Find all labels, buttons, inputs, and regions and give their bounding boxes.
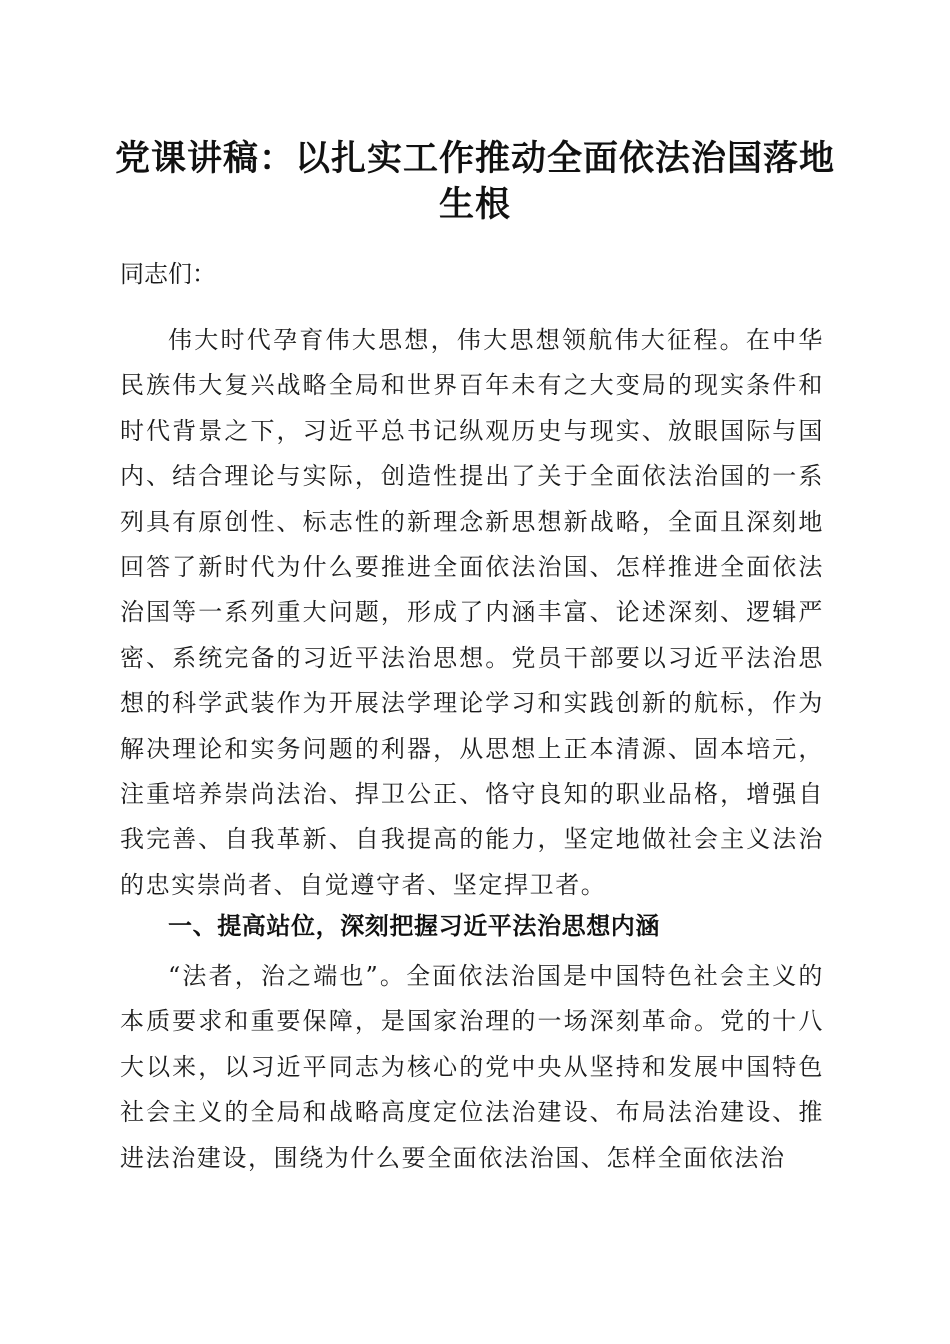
section-heading: 一、提高站位，深刻把握习近平法治思想内涵 — [168, 912, 660, 940]
body-paragraph: 伟大时代孕育伟大思想，伟大思想领航伟大征程。在中华民族伟大复兴战略全局和世界百年未有之大变局的现实条件和时代背景之下，习近平总书记纵观历史与现实、放眼国际与国内、结合理论与实际，创造性提出了关于全面依法治国的一系列具有原创性、标志性的新理念新思想新战略，全面且深刻地回答了新时代为什么要推进全面依法治国、怎样推进全面依法治国等一系列重大问题，形成了内涵丰富、论述深刻、逻辑严密、系统完备的习近平法治思想。党员干部要以习近平法治思想的科学武装作为开展法学理论学习和实践创新的航标，作为解决理论和实务问题的利器，从思想上正本清源、固本培元，注重培养崇尚法治、捍卫公正、恪守良知的职业品格，增强自我完善、自我革新、自我提高的能力，坚定地做社会主义法治的忠实崇尚者、自觉遵守者、坚定捍卫者。 — [120, 326, 824, 899]
section-paragraph: “法者，治之端也”。全面依法治国是中国特色社会主义的本质要求和重要保障，是国家治理的一场深刻革命。党的十八大以来，以习近平同志为核心的党中央从坚持和发展中国特色社会主义的全局和战略高度定位法治建设、布局法治建设、推进法治建设，围绕为什么要全面依法治国、怎样全面依法治 — [120, 962, 824, 1172]
document-title: 党课讲稿：以扎实工作推动全面依法治国落地生根 — [114, 138, 835, 225]
salutation: 同志们： — [120, 260, 216, 288]
